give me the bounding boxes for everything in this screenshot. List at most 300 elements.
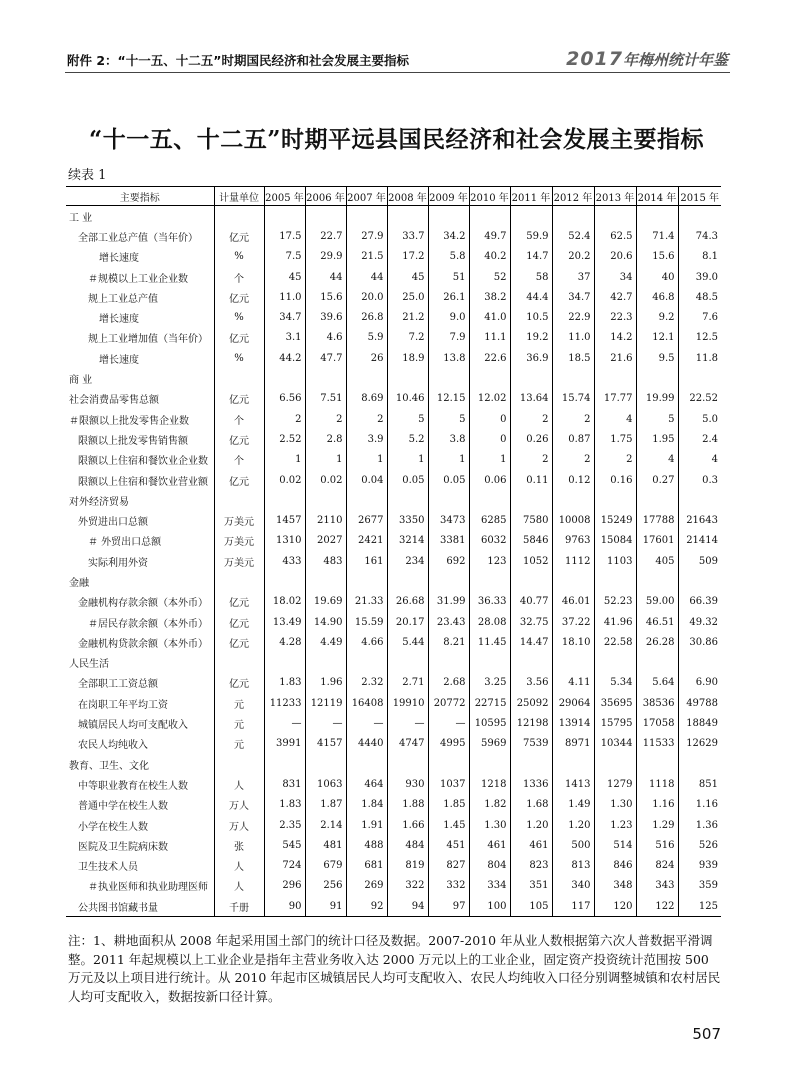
value-cell bbox=[346, 490, 387, 510]
unit-cell: % bbox=[214, 348, 264, 368]
value-cell: 18.02 bbox=[264, 592, 305, 612]
table-header bbox=[66, 187, 721, 206]
unit-cell: 亿元 bbox=[214, 470, 264, 490]
value-cell: 679 bbox=[305, 856, 346, 876]
table-row bbox=[66, 531, 721, 551]
header-yearbook-title bbox=[566, 48, 728, 70]
indicator-name: 规上工业总产值 bbox=[88, 293, 158, 305]
value-cell: 0.05 bbox=[428, 470, 469, 490]
indicator-name: ＃规模以上工业企业数 bbox=[88, 273, 188, 285]
value-cell: 11.1 bbox=[469, 328, 510, 348]
value-cell: 1 bbox=[346, 450, 387, 470]
value-cell: 46.51 bbox=[636, 612, 678, 632]
unit-cell bbox=[214, 571, 264, 591]
value-cell: 2 bbox=[510, 450, 552, 470]
value-cell: 1.85 bbox=[428, 795, 469, 815]
unit-cell: 人 bbox=[214, 774, 264, 794]
value-cell: 14.2 bbox=[594, 328, 636, 348]
value-cell: 0.16 bbox=[594, 470, 636, 490]
value-cell bbox=[387, 571, 428, 591]
value-cell: 52.4 bbox=[552, 226, 594, 246]
table-row bbox=[66, 592, 721, 612]
value-cell: 1 bbox=[469, 450, 510, 470]
value-cell: 47.7 bbox=[305, 348, 346, 368]
value-cell: 3.1 bbox=[264, 328, 305, 348]
value-cell: 7.51 bbox=[305, 389, 346, 409]
value-cell: 26 bbox=[346, 348, 387, 368]
value-cell: 37.22 bbox=[552, 612, 594, 632]
value-cell: 17601 bbox=[636, 531, 678, 551]
value-cell bbox=[264, 206, 305, 227]
value-cell: 15084 bbox=[594, 531, 636, 551]
value-cell bbox=[552, 653, 594, 673]
table-row bbox=[66, 653, 721, 673]
value-cell: 15249 bbox=[594, 510, 636, 530]
value-cell: 12.1 bbox=[636, 328, 678, 348]
table-row bbox=[66, 795, 721, 815]
indicator-name: 全部工业总产值（当年价） bbox=[78, 232, 198, 244]
value-cell: 5.2 bbox=[387, 429, 428, 449]
value-cell: 26.8 bbox=[346, 307, 387, 327]
value-cell: 18.10 bbox=[552, 632, 594, 652]
value-cell: 1.95 bbox=[636, 429, 678, 449]
value-cell: 516 bbox=[636, 835, 678, 855]
value-cell: 22715 bbox=[469, 693, 510, 713]
value-cell: 1.83 bbox=[264, 795, 305, 815]
value-cell: 488 bbox=[346, 835, 387, 855]
unit-cell: % bbox=[214, 307, 264, 327]
indicator-name: 普通中学在校生人数 bbox=[78, 801, 168, 813]
page-number: 507 bbox=[692, 1025, 721, 1043]
value-cell: 5.9 bbox=[346, 328, 387, 348]
value-cell: 3991 bbox=[264, 734, 305, 754]
header-left-text: 附件 2：“十一五、十二五”时期国民经济和社会发展主要指标 bbox=[67, 53, 409, 68]
value-cell bbox=[594, 571, 636, 591]
value-cell: 1.88 bbox=[387, 795, 428, 815]
table-row bbox=[66, 490, 721, 510]
value-cell: 1.84 bbox=[346, 795, 387, 815]
value-cell: 359 bbox=[678, 876, 721, 896]
value-cell: 161 bbox=[346, 551, 387, 571]
value-cell: 1103 bbox=[594, 551, 636, 571]
value-cell bbox=[552, 571, 594, 591]
value-cell: 120 bbox=[594, 896, 636, 917]
value-cell: 15.59 bbox=[346, 612, 387, 632]
value-cell: 38.2 bbox=[469, 287, 510, 307]
value-cell: 11.0 bbox=[552, 328, 594, 348]
value-cell: 5 bbox=[387, 409, 428, 429]
value-cell bbox=[552, 754, 594, 774]
value-cell: 481 bbox=[305, 835, 346, 855]
value-cell: 939 bbox=[678, 856, 721, 876]
value-cell: 12.02 bbox=[469, 389, 510, 409]
value-cell: 26.1 bbox=[428, 287, 469, 307]
value-cell: 1.20 bbox=[552, 815, 594, 835]
value-cell: 8971 bbox=[552, 734, 594, 754]
value-cell: 48.5 bbox=[678, 287, 721, 307]
value-cell: 4157 bbox=[305, 734, 346, 754]
header-yearbook-name: 年梅州统计年鉴 bbox=[622, 51, 728, 69]
value-cell: 322 bbox=[387, 876, 428, 896]
value-cell: 7539 bbox=[510, 734, 552, 754]
value-cell: 26.28 bbox=[636, 632, 678, 652]
table-row bbox=[66, 267, 721, 287]
value-cell: 813 bbox=[552, 856, 594, 876]
value-cell: 464 bbox=[346, 774, 387, 794]
value-cell: 2.52 bbox=[264, 429, 305, 449]
value-cell bbox=[469, 490, 510, 510]
value-cell: 11.45 bbox=[469, 632, 510, 652]
value-cell: 42.7 bbox=[594, 287, 636, 307]
unit-cell: 元 bbox=[214, 693, 264, 713]
indicator-name: 社会消费品零售总额 bbox=[69, 395, 159, 407]
value-cell bbox=[552, 490, 594, 510]
indicator-name: 医院及卫生院病床数 bbox=[78, 841, 168, 853]
value-cell: 91 bbox=[305, 896, 346, 917]
unit-cell: 亿元 bbox=[214, 592, 264, 612]
value-cell: 4995 bbox=[428, 734, 469, 754]
value-cell: 22.52 bbox=[678, 389, 721, 409]
value-cell: 2.32 bbox=[346, 673, 387, 693]
indicator-name: 对外经济贸易 bbox=[69, 496, 129, 508]
value-cell: 18.9 bbox=[387, 348, 428, 368]
indicator-name: 小学在校生人数 bbox=[78, 821, 148, 833]
table-row bbox=[66, 835, 721, 855]
value-cell: 4.49 bbox=[305, 632, 346, 652]
value-cell bbox=[305, 653, 346, 673]
value-cell bbox=[678, 368, 721, 388]
value-cell bbox=[510, 653, 552, 673]
value-cell bbox=[346, 206, 387, 227]
value-cell: 5846 bbox=[510, 531, 552, 551]
value-cell: 332 bbox=[428, 876, 469, 896]
value-cell: 0.87 bbox=[552, 429, 594, 449]
column-header: 2015 年 bbox=[678, 187, 721, 206]
value-cell bbox=[469, 653, 510, 673]
value-cell: 340 bbox=[552, 876, 594, 896]
value-cell: 514 bbox=[594, 835, 636, 855]
value-cell: 34.7 bbox=[552, 287, 594, 307]
value-cell: 234 bbox=[387, 551, 428, 571]
value-cell: 1 bbox=[387, 450, 428, 470]
value-cell: 1.30 bbox=[469, 815, 510, 835]
indicator-name: 工 业 bbox=[69, 212, 93, 224]
indicator-name: 教育、卫生、文化 bbox=[69, 760, 149, 772]
value-cell bbox=[510, 490, 552, 510]
value-cell: 4 bbox=[636, 450, 678, 470]
value-cell: 3.56 bbox=[510, 673, 552, 693]
value-cell: 1.91 bbox=[346, 815, 387, 835]
value-cell: 7.9 bbox=[428, 328, 469, 348]
value-cell: 1.66 bbox=[387, 815, 428, 835]
indicators-table bbox=[66, 186, 721, 917]
value-cell bbox=[387, 754, 428, 774]
value-cell bbox=[346, 571, 387, 591]
value-cell: 8.1 bbox=[678, 247, 721, 267]
unit-cell: 亿元 bbox=[214, 429, 264, 449]
indicator-name: 人民生活 bbox=[69, 659, 109, 671]
value-cell: 59.9 bbox=[510, 226, 552, 246]
value-cell: 3214 bbox=[387, 531, 428, 551]
indicator-name: ＃执业医师和执业助理医师 bbox=[88, 882, 208, 894]
column-header: 2008 年 bbox=[387, 187, 428, 206]
table-row bbox=[66, 876, 721, 896]
value-cell: 12629 bbox=[678, 734, 721, 754]
indicator-name: 限额以上住宿和餐饮业营业额 bbox=[78, 476, 208, 488]
value-cell: 804 bbox=[469, 856, 510, 876]
value-cell: 1118 bbox=[636, 774, 678, 794]
value-cell: 28.08 bbox=[469, 612, 510, 632]
value-cell bbox=[678, 754, 721, 774]
unit-cell bbox=[214, 206, 264, 227]
value-cell: 58 bbox=[510, 267, 552, 287]
value-cell: 10.5 bbox=[510, 307, 552, 327]
value-cell bbox=[305, 571, 346, 591]
value-cell: 21.5 bbox=[346, 247, 387, 267]
value-cell: 17058 bbox=[636, 713, 678, 733]
table-row bbox=[66, 409, 721, 429]
indicator-name: 中等职业教育在校生人数 bbox=[78, 780, 188, 792]
value-cell: 29.9 bbox=[305, 247, 346, 267]
value-cell: 1 bbox=[305, 450, 346, 470]
unit-cell: 万美元 bbox=[214, 551, 264, 571]
value-cell bbox=[678, 490, 721, 510]
column-header: 2006 年 bbox=[305, 187, 346, 206]
value-cell bbox=[594, 653, 636, 673]
unit-cell: 人 bbox=[214, 876, 264, 896]
value-cell: 19910 bbox=[387, 693, 428, 713]
value-cell: 2 bbox=[346, 409, 387, 429]
value-cell bbox=[594, 754, 636, 774]
value-cell: 122 bbox=[636, 896, 678, 917]
table-row bbox=[66, 368, 721, 388]
value-cell: 31.99 bbox=[428, 592, 469, 612]
footnote: 注：1、耕地面积从 2008 年起采用国土部门的统计口径及数据。2007-2010 年从业人数根据第六次人普数据平滑调整。2011 年起规模以上工业企业是指年主营业务收入达 2000 万元以上的工业企业，固定资产投资统计范围按 500 万元及以上项目进行统计。从 2010 年起市区城镇居民人均可支配收入、农民人均纯收入口径分别调整城镇和农村居民人均可支配收入，数据按新口径计算。 bbox=[68, 933, 721, 1004]
value-cell: 123 bbox=[469, 551, 510, 571]
value-cell: 38536 bbox=[636, 693, 678, 713]
value-cell: 10344 bbox=[594, 734, 636, 754]
indicator-name: 限额以上住宿和餐饮业企业数 bbox=[78, 456, 208, 468]
value-cell: 44 bbox=[346, 267, 387, 287]
value-cell: 18.5 bbox=[552, 348, 594, 368]
table-row bbox=[66, 774, 721, 794]
value-cell: 17.5 bbox=[264, 226, 305, 246]
value-cell bbox=[428, 490, 469, 510]
value-cell: 9.2 bbox=[636, 307, 678, 327]
table-row bbox=[66, 632, 721, 652]
table-body bbox=[66, 206, 721, 917]
value-cell: 6285 bbox=[469, 510, 510, 530]
value-cell: 1.68 bbox=[510, 795, 552, 815]
value-cell: 22.7 bbox=[305, 226, 346, 246]
indicator-name: ＃限额以上批发零售企业数 bbox=[69, 415, 189, 427]
unit-cell bbox=[214, 490, 264, 510]
value-cell: 2 bbox=[510, 409, 552, 429]
value-cell: 8.69 bbox=[346, 389, 387, 409]
value-cell: 5.34 bbox=[594, 673, 636, 693]
value-cell: 1310 bbox=[264, 531, 305, 551]
value-cell bbox=[264, 653, 305, 673]
value-cell: 5.8 bbox=[428, 247, 469, 267]
indicator-name: ＃ 外贸出口总额 bbox=[88, 537, 162, 549]
value-cell bbox=[594, 490, 636, 510]
value-cell bbox=[264, 368, 305, 388]
value-cell: — bbox=[264, 713, 305, 733]
value-cell: 8.21 bbox=[428, 632, 469, 652]
value-cell: 0.27 bbox=[636, 470, 678, 490]
value-cell: 3381 bbox=[428, 531, 469, 551]
value-cell bbox=[387, 368, 428, 388]
value-cell: 20772 bbox=[428, 693, 469, 713]
value-cell: 0.02 bbox=[264, 470, 305, 490]
table-row bbox=[66, 450, 721, 470]
value-cell: 12.15 bbox=[428, 389, 469, 409]
value-cell: 19.69 bbox=[305, 592, 346, 612]
table-row bbox=[66, 348, 721, 368]
value-cell: 2 bbox=[305, 409, 346, 429]
column-header: 2009 年 bbox=[428, 187, 469, 206]
table-row bbox=[66, 247, 721, 267]
value-cell bbox=[469, 206, 510, 227]
value-cell: 21.6 bbox=[594, 348, 636, 368]
value-cell: 1.23 bbox=[594, 815, 636, 835]
value-cell: 20.0 bbox=[346, 287, 387, 307]
value-cell: 7580 bbox=[510, 510, 552, 530]
value-cell: 348 bbox=[594, 876, 636, 896]
value-cell: 21.2 bbox=[387, 307, 428, 327]
indicator-name: 农民人均纯收入 bbox=[78, 740, 148, 752]
value-cell: 0.06 bbox=[469, 470, 510, 490]
value-cell: 1218 bbox=[469, 774, 510, 794]
value-cell: 22.6 bbox=[469, 348, 510, 368]
value-cell: 0 bbox=[469, 429, 510, 449]
value-cell: 2421 bbox=[346, 531, 387, 551]
value-cell: 1.30 bbox=[594, 795, 636, 815]
unit-cell: 个 bbox=[214, 450, 264, 470]
value-cell: 20.6 bbox=[594, 247, 636, 267]
running-header bbox=[65, 48, 730, 73]
value-cell: 36.9 bbox=[510, 348, 552, 368]
indicator-name: 全部职工工资总额 bbox=[78, 679, 158, 691]
header-row bbox=[66, 187, 721, 206]
indicator-name: 城镇居民人均可支配收入 bbox=[78, 720, 188, 732]
page-title: “十一五、十二五”时期平远县国民经济和社会发展主要指标 bbox=[89, 126, 704, 153]
value-cell: 3473 bbox=[428, 510, 469, 530]
value-cell: 17788 bbox=[636, 510, 678, 530]
table-row bbox=[66, 713, 721, 733]
value-cell: 509 bbox=[678, 551, 721, 571]
column-header: 2007 年 bbox=[346, 187, 387, 206]
value-cell: 724 bbox=[264, 856, 305, 876]
unit-cell: 万人 bbox=[214, 815, 264, 835]
value-cell: 37 bbox=[552, 267, 594, 287]
value-cell: 334 bbox=[469, 876, 510, 896]
value-cell: 1.16 bbox=[636, 795, 678, 815]
value-cell: 26.68 bbox=[387, 592, 428, 612]
indicator-name: 公共图书馆藏书量 bbox=[66, 896, 214, 917]
value-cell: 14.47 bbox=[510, 632, 552, 652]
value-cell: 2 bbox=[552, 409, 594, 429]
value-cell: 5.64 bbox=[636, 673, 678, 693]
table-row bbox=[66, 328, 721, 348]
value-cell: 5 bbox=[636, 409, 678, 429]
value-cell: 9.5 bbox=[636, 348, 678, 368]
value-cell bbox=[428, 754, 469, 774]
value-cell: 1112 bbox=[552, 551, 594, 571]
value-cell: 117 bbox=[552, 896, 594, 917]
indicator-name: 金融 bbox=[69, 577, 89, 589]
value-cell: 0.12 bbox=[552, 470, 594, 490]
table-subtitle: 续表 1 bbox=[68, 168, 107, 183]
value-cell: 39.6 bbox=[305, 307, 346, 327]
value-cell: 12198 bbox=[510, 713, 552, 733]
table-row bbox=[66, 429, 721, 449]
value-cell: 7.2 bbox=[387, 328, 428, 348]
unit-cell bbox=[214, 368, 264, 388]
value-cell: 1413 bbox=[552, 774, 594, 794]
value-cell: 5.44 bbox=[387, 632, 428, 652]
unit-cell: 亿元 bbox=[214, 226, 264, 246]
indicator-name: 在岗职工年平均工资 bbox=[78, 699, 168, 711]
column-header: 2012 年 bbox=[552, 187, 594, 206]
value-cell: 6032 bbox=[469, 531, 510, 551]
value-cell: 824 bbox=[636, 856, 678, 876]
unit-cell: 亿元 bbox=[214, 287, 264, 307]
value-cell bbox=[469, 368, 510, 388]
value-cell: 484 bbox=[387, 835, 428, 855]
value-cell: 269 bbox=[346, 876, 387, 896]
value-cell: 15.74 bbox=[552, 389, 594, 409]
value-cell: 1.87 bbox=[305, 795, 346, 815]
value-cell: 3.9 bbox=[346, 429, 387, 449]
value-cell: — bbox=[305, 713, 346, 733]
value-cell bbox=[636, 490, 678, 510]
table-row bbox=[66, 754, 721, 774]
indicator-name: 增长速度 bbox=[99, 314, 139, 326]
value-cell bbox=[510, 571, 552, 591]
unit-cell: % bbox=[214, 247, 264, 267]
value-cell: 3.8 bbox=[428, 429, 469, 449]
value-cell: 351 bbox=[510, 876, 552, 896]
value-cell bbox=[636, 653, 678, 673]
value-cell bbox=[428, 368, 469, 388]
value-cell: 4.6 bbox=[305, 328, 346, 348]
value-cell: 45 bbox=[387, 267, 428, 287]
value-cell: 34.7 bbox=[264, 307, 305, 327]
value-cell: 41.96 bbox=[594, 612, 636, 632]
value-cell: 0.26 bbox=[510, 429, 552, 449]
unit-cell: 亿元 bbox=[214, 632, 264, 652]
value-cell: 0.02 bbox=[305, 470, 346, 490]
value-cell: 34.2 bbox=[428, 226, 469, 246]
table-row bbox=[66, 896, 721, 917]
value-cell: 9763 bbox=[552, 531, 594, 551]
value-cell: 1.96 bbox=[305, 673, 346, 693]
value-cell: 74.3 bbox=[678, 226, 721, 246]
value-cell: 526 bbox=[678, 835, 721, 855]
unit-cell: 亿元 bbox=[214, 328, 264, 348]
value-cell: 823 bbox=[510, 856, 552, 876]
value-cell: 500 bbox=[552, 835, 594, 855]
value-cell: 25.0 bbox=[387, 287, 428, 307]
column-header: 2005 年 bbox=[264, 187, 305, 206]
value-cell: 33.7 bbox=[387, 226, 428, 246]
value-cell: 90 bbox=[264, 896, 305, 917]
value-cell: 1.20 bbox=[510, 815, 552, 835]
value-cell: 4 bbox=[678, 450, 721, 470]
value-cell: 2 bbox=[552, 450, 594, 470]
value-cell: 1.45 bbox=[428, 815, 469, 835]
